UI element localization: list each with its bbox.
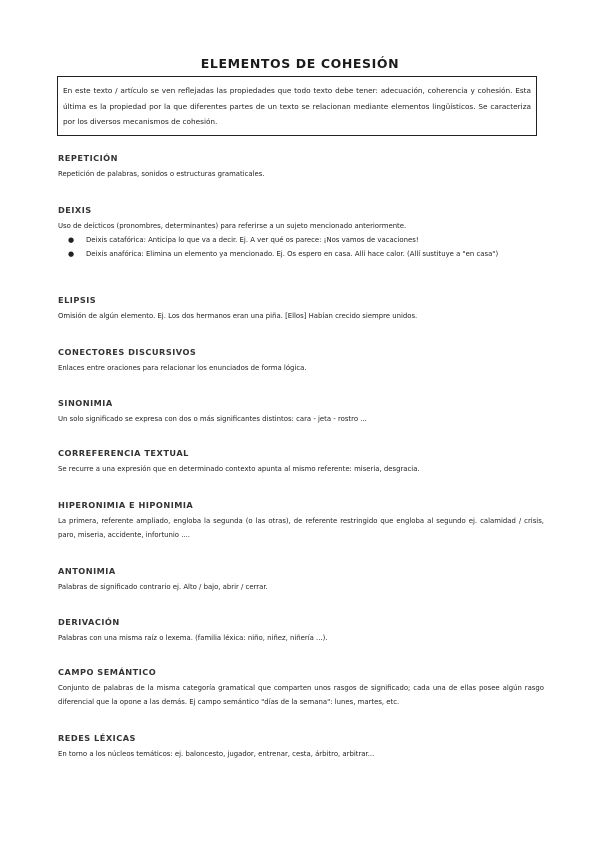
section-body: Palabras de significado contrario ej. Alto / bajo, abrir / cerrar. — [58, 583, 268, 591]
section-repeticion — [58, 153, 544, 181]
section-body: Omisión de algún elemento. Ej. Los dos hermanos eran una piña. [Ellos] Habían crecido siempre unidos. — [58, 312, 418, 320]
section-body: Uso de deícticos (pronombres, determinantes) para referirse a un sujeto mencionado anteriormente. — [58, 222, 407, 230]
section-body: Conjunto de palabras de la misma categoría gramatical que comparten unos rasgos de significado; cada una de ellas posee algún rasgo diferencial que la opone a las demás. Ej campo semántico "días de la semana": lunes, martes, etc. — [58, 684, 544, 706]
bullet-icon: ● — [68, 250, 75, 258]
section-body: Un solo significado se expresa con dos o más significantes distintos: cara - jeta - rostro ... — [58, 415, 367, 423]
list-item: ● Deixis catafórica: Anticipa lo que va a decir. Ej. A ver qué os parece: ¡Nos vamos de vacaciones! — [86, 233, 544, 247]
section-heading: REDES LÉXICAS — [58, 733, 136, 743]
section-elipsis — [58, 295, 544, 323]
section-body: Enlaces entre oraciones para relacionar los enunciados de forma lógica. — [58, 364, 307, 372]
section-heading: REPETICIÓN — [58, 153, 118, 163]
section-heading: CONECTORES DISCURSIVOS — [58, 347, 197, 357]
section-body: En torno a los núcleos temáticos: ej. baloncesto, jugador, entrenar, cesta, árbitro, arbitrar... — [58, 750, 375, 758]
section-heading: CAMPO SEMÁNTICO — [58, 667, 157, 677]
section-heading: HIPERONIMIA E HIPONIMIA — [58, 500, 194, 510]
intro-box: En este texto / artículo se ven reflejadas las propiedades que todo texto debe tener: adecuación, coherencia y cohesión. Esta última es la propiedad por la que diferentes partes de un texto se relacionan mediante elementos lingüísticos. Se caracteriza por los diversos mecanismos de cohesión. — [57, 76, 537, 136]
section-correferencia — [58, 448, 544, 476]
section-heading: ELIPSIS — [58, 295, 97, 305]
section-heading: CORREFERENCIA TEXTUAL — [58, 448, 189, 458]
section-conectores — [58, 347, 544, 375]
section-heading: ANTONIMIA — [58, 566, 116, 576]
section-redes-lexicas — [58, 733, 544, 761]
bullet-list — [58, 233, 544, 261]
section-sinonimia — [58, 398, 544, 426]
bullet-icon: ● — [68, 236, 75, 244]
section-campo-semantico — [58, 667, 544, 709]
section-deixis — [58, 205, 544, 261]
section-derivacion — [58, 617, 544, 645]
section-hiperonimia — [58, 500, 544, 542]
section-heading: SINONIMIA — [58, 398, 113, 408]
section-body: Repetición de palabras, sonidos o estructuras gramaticales. — [58, 170, 265, 178]
section-body: La primera, referente ampliado, engloba la segunda (o las otras), de referente restringido que engloba al segundo ej. calamidad / crisis, paro, miseria, accidente, infortunio .... — [58, 517, 544, 539]
section-heading: DERIVACIÓN — [58, 617, 120, 627]
section-heading: DEIXIS — [58, 205, 92, 215]
section-body: Se recurre a una expresión que en determinado contexto apunta al mismo referente: miseria, desgracia. — [58, 465, 420, 473]
list-item: ● Deixis anafórica: Elimina un elemento ya mencionado. Ej. Os espero en casa. Allí hace calor. (Allí sustituye a "en casa") — [86, 247, 544, 261]
section-antonimia — [58, 566, 544, 594]
section-body: Palabras con una misma raíz o lexema. (familia léxica: niño, niñez, niñería ...). — [58, 634, 328, 642]
page-title: ELEMENTOS DE COHESIÓN — [200, 56, 400, 71]
